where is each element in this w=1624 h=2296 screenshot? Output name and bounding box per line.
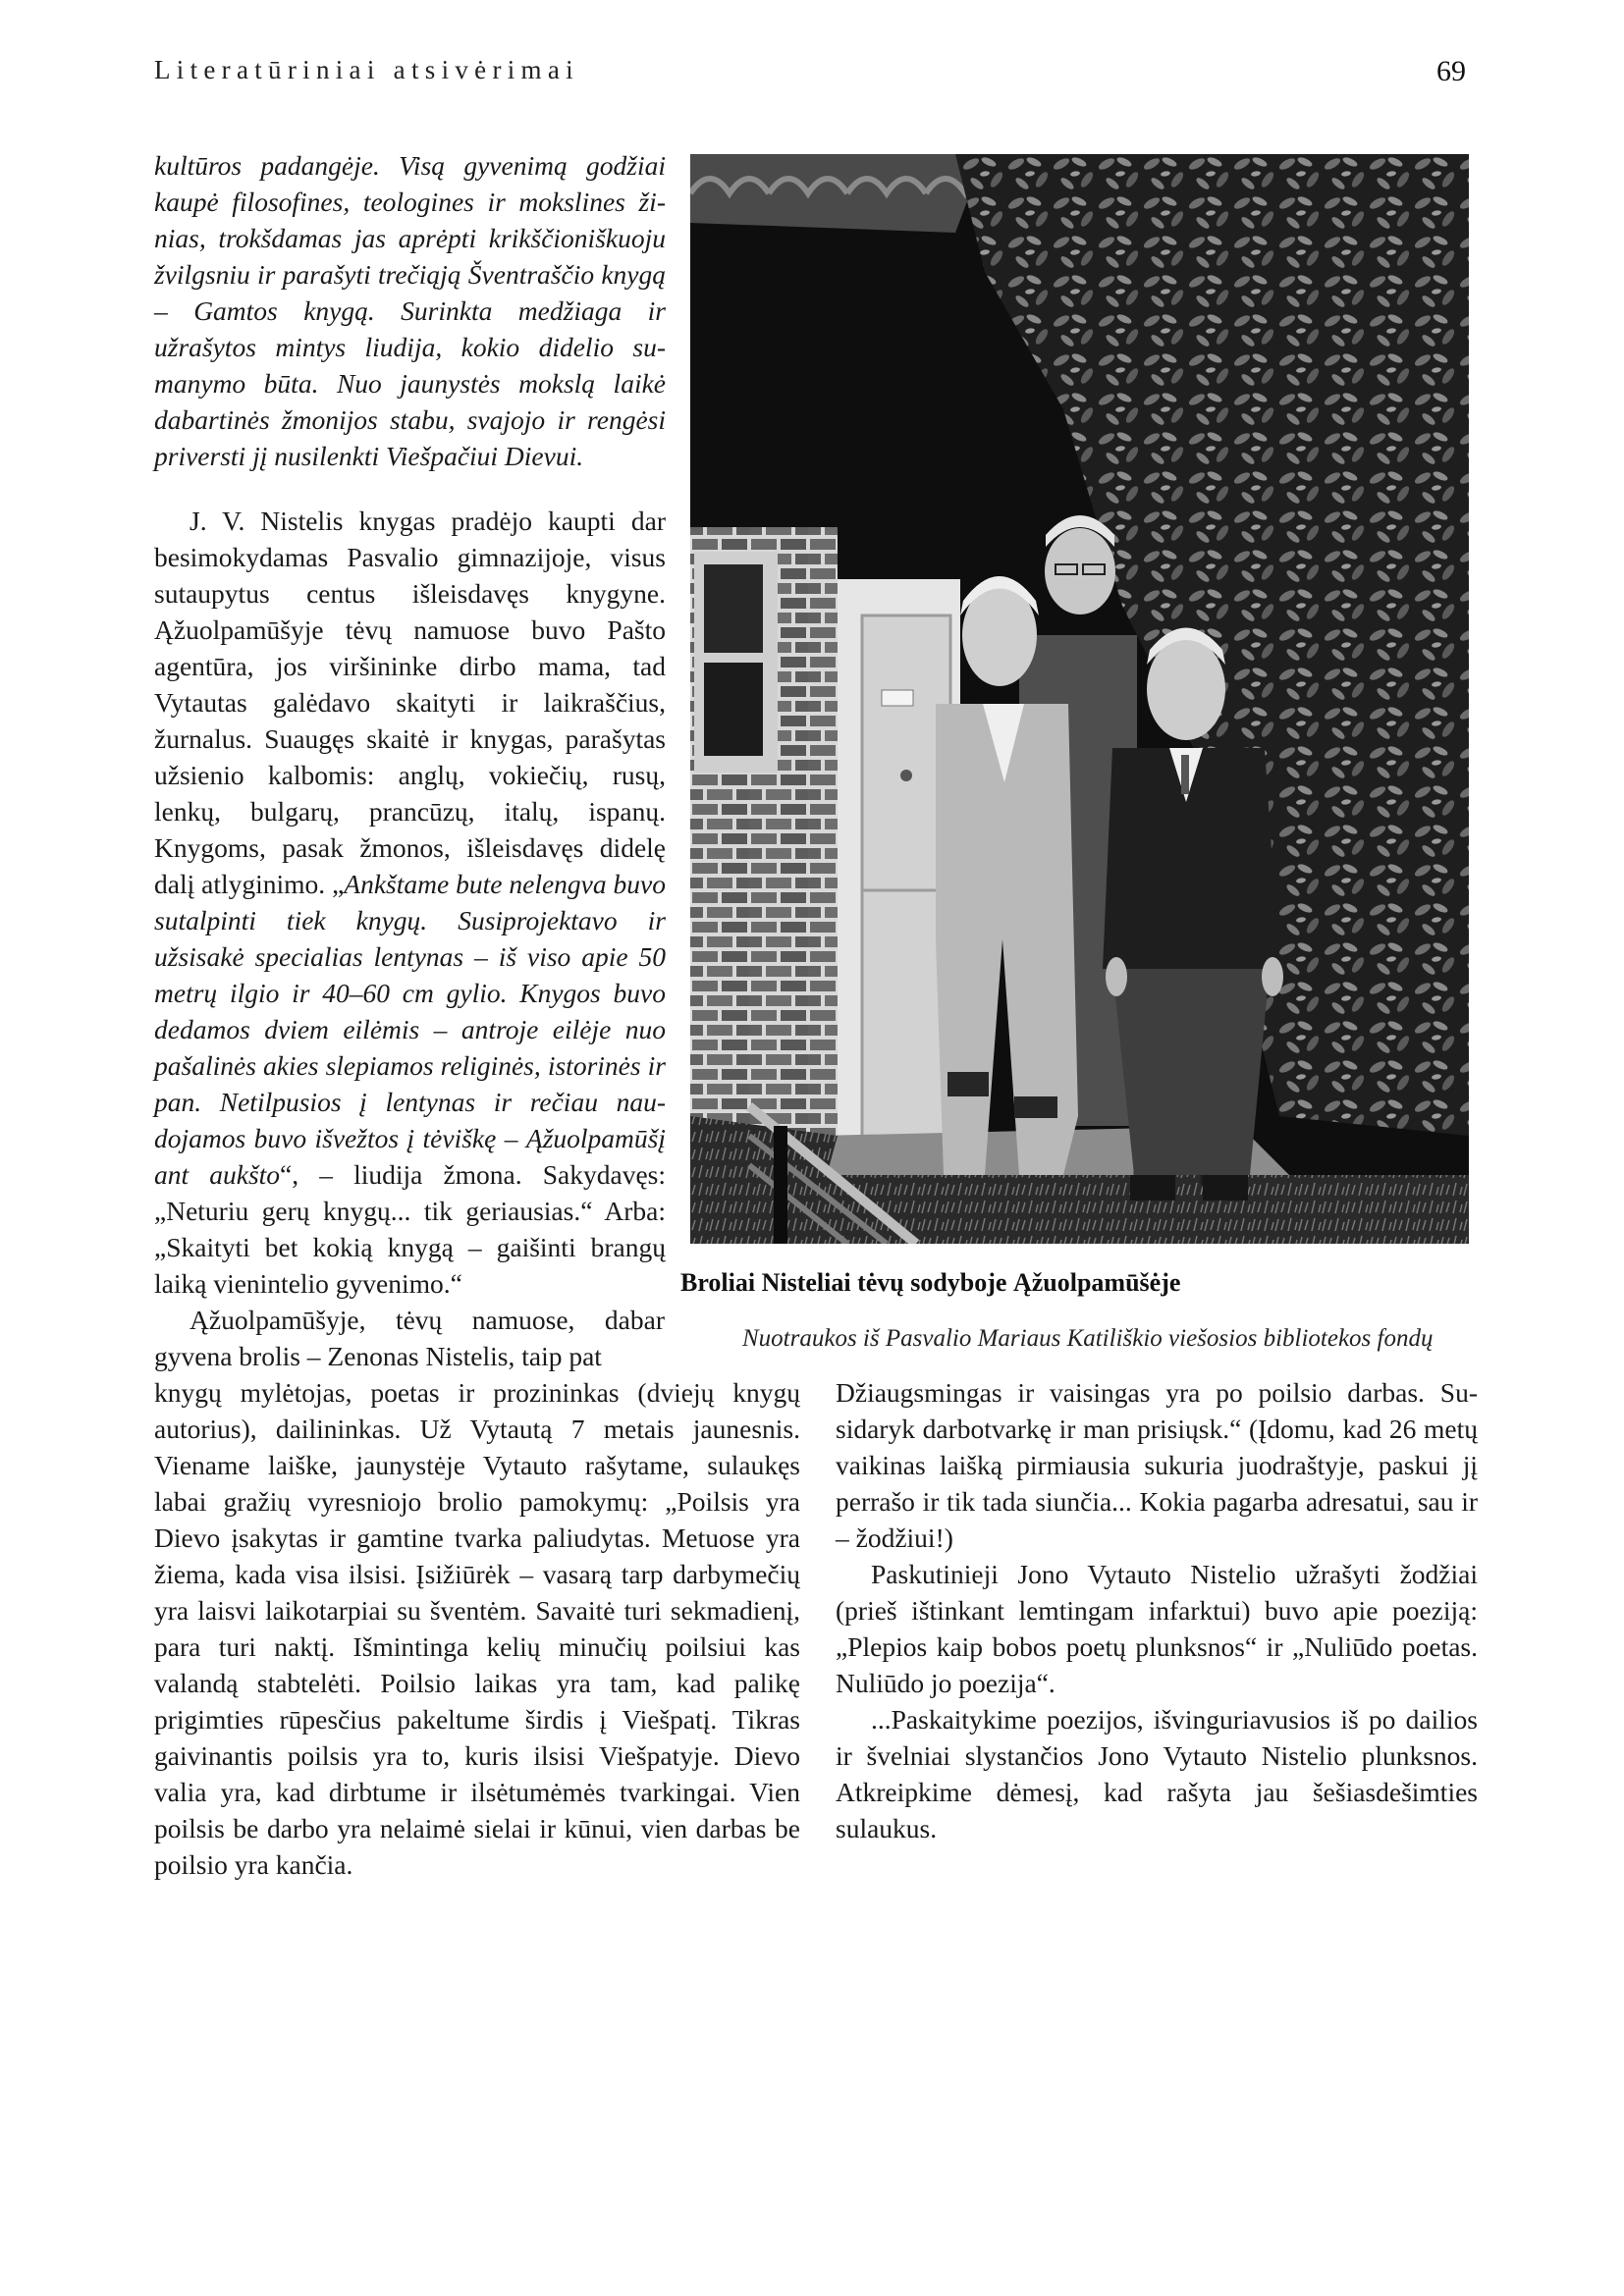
article-column-left-lower <box>154 1374 800 1883</box>
italic-paragraph: kultūros padangėje. Visą gyvenimą godžiai kaupė filosofines, teologines ir mokslines žinias, trokšdamas jas aprėpti krikščioniškuoju žvilgsniu ir parašyti trečiąją Šventraščio knygą – Gamtos knygą. Surinkta medžiaga ir užrašytos mintys liudija, kokio didelio sumanymo būta. Nuo jaunystės mokslą laikė dabartinės žmonijos stabu, svajojo ir rengėsi priversti jį nusilenkti Viešpačiui Dievui. <box>154 150 666 471</box>
paragraph-brother-start: Ąžuolpamūšyje, tėvų namuose, dabar gyvena brolis – Zenonas Nistelis, taip pat <box>154 1305 665 1371</box>
running-header-title: Literatūriniai atsivėrimai <box>154 55 579 84</box>
paragraph-read-poetry: ...Paskaitykime poezijos, išvinguriavusios iš po dailios ir švelniai slystančios Jono Vytauto Nistelio plunksnos. Atkreipkime dėmesį, kad rašyta jau šešiasdešimties sulaukus. <box>836 1704 1478 1843</box>
paragraph-last-words: Paskutinieji Jono Vytauto Nistelio užrašyti žodžiai (prieš ištinkant lemtingam infarktui) buvo apie poeziją: „Plepios kaip bobos poetų plunksnos“ ir „Nuliūdo poetas. Nuliūdo jo poezija“. <box>836 1559 1478 1698</box>
photo-credit: Nuotraukos iš Pasvalio Mariaus Katiliškio viešosios bibliotekos fondų <box>742 1325 1434 1352</box>
italic-quote: Ankštame bute nelengva buvo sutalpinti tiek knygų. Susiprojektavo ir užsisakė specialias lentynas – iš viso apie 50 metrų ilgio ir 40–60 cm gylio. Knygos buvo dedamos dviem eilėmis – antroje eilėje nuo pašalinės akies slepiamos religinės, istorinės ir pan. Netilpusios į lentynas ir rečiau naudojamos buvo išvežtos į tėviškę – Ąžuolpamūšį ant aukšto <box>154 869 666 1190</box>
paragraph-text: “, – liudija žmona. Sakydavęs: „Neturiu gerų knygų... tik geriausias.“ Arba: „Skaityti bet kokią knygą – gaišinti brangų laiką vienintelio gyvenimo.“ <box>154 1159 666 1299</box>
page-number: 69 <box>1436 55 1466 87</box>
photo-caption: Broliai Nisteliai tėvų sodyboje Ąžuolpamūšėje <box>680 1268 1181 1297</box>
paragraph-text: J. V. Nistelis knygas pradėjo kaupti dar besimokydamas Pasvalio gimnazijoje, visus sutaupytus centus išleisdavęs knygyne. Ąžuolpamūšyje tėvų namuose buvo Pašto agentūra, jos viršininke dirbo mama, tad Vytautas galėdavo skaityti ir laikraščius, žurnalus. Suaugęs skaitė ir knygas, parašytas užsienio kalbomis: anglų, vokiečių, rusų, lenkų, bulgarų, prancūzų, italų, ispanų. Knygoms, pasak žmonos, išleisdavęs didelę dalį atlyginimo. „ <box>154 506 666 899</box>
paragraph-letter-end: Džiaugsmingas ir vaisingas yra po poilsio darbas. Susidaryk darbotvarkę ir man prisiųsk.“ (Įdomu, kad 26 metų vaikinas laišką pirmiausia sukuria juodraštyje, paskui jį perrašo ir tik tada siunčia... Kokia pagarba adresatui, sau ir – žodžiui!) <box>836 1377 1478 1553</box>
article-column-left-middle <box>154 503 666 1302</box>
article-column-left-upper <box>154 147 666 474</box>
paragraph-book-collection <box>154 503 666 1302</box>
paragraph-brother-continued: knygų mylėtojas, poetas ir prozininkas (dviejų knygų autorius), dailininkas. Už Vytautą 7 metais jaunesnis. Viename laiške, jaunystėje Vytauto rašytame, sulaukęs labai gražių vyresniojo brolio pamokymų: „Poilsis yra Dievo įsakytas ir gamtine tvarka paliudytas. Metuose yra žiema, kada visa ilsisi. Įsižiūrėk – vasarą tarp darbymečių yra laisvi laikotarpiai su šventėm. Savaitė turi sekmadienį, para turi naktį. Išmintinga kelių minučių poilsiui kas valandą stabtelėti. Poilsio laikas yra tam, kad palikę prigimties rūpesčius pakeltume širdis į Viešpatį. Tikras gaivinantis poilsis yra to, kuris ilsisi Viešpatyje. Dievo valia yra, kad dirbtume ir ilsėtumėmės tvarkingai. Vien poilsis be darbo yra nelaimė sielai ir kūnui, vien darbas be poilsio yra kančia. <box>154 1377 800 1880</box>
article-column-left-lower-start <box>154 1302 665 1374</box>
photo-nistelis-brothers <box>690 154 1469 1244</box>
photo-illustration <box>690 154 1469 1244</box>
article-column-right-lower <box>836 1374 1478 1846</box>
